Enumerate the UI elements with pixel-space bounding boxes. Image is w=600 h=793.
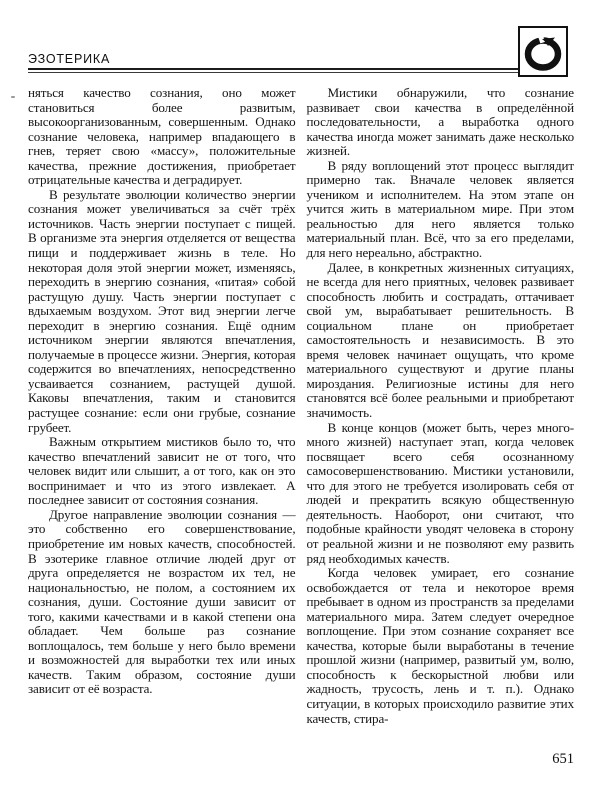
paragraph: Когда человек умирает, его сознание освобождается от тела и некоторое время пребывает в одном из пространств за пределами материального мира. Затем следует очередное воплощение. При этом сознание сохраняет все качества, которые были выработаны в течение прошлой жизни (например, развитый ум, волю, способность к бескорыстной любви или жадность, трусость, лень и т. п.). Однако ситуации, в которых происходило развитие этих качеств, стира- [306,565,574,726]
paragraph: Другое направление эволюции сознания — это собственно его совершенствование, приобретение им новых качеств, способностей. В эзотерике главное отличие людей друг от друга определяется не возрастом их тел, не национальностью, не полом, а состоянием их сознания, души. Состояние души зависит от того, какими качествами и в какой степени она обладает. Чем больше раз сознание воплощалось, тем больше у него было времени и возможностей для выработки тех или иных качеств. Таким образом, состояние души зависит от её возраста. [28,506,296,697]
header-rule [28,68,518,73]
paragraph: В результате эволюции количество энергии сознания может увеличиваться за счёт трёх источников. Часть энергии поступает с пищей. В организме эта энергия отделяется от вещества пищи и поддерживает жизнь в теле. Но некоторая доля этой энергии может, изменяясь, переходить в энергию сознания, «питая» собой растущую душу. Часть энергии поступает с вдыхаемым воздухом. Этот вид энергии легче переходит в энергию сознания. Ещё одним источником энергии являются впечатления, получаемые в процессе жизни. Энергия, которая содержится во впечатлениях, непосредственно усваивается сознанием, растущей душой. Каковы впечатления, таким и становится растущее сознание: если они грубые, сознание грубеет. [28,186,296,435]
text-columns [28,86,574,726]
page-number: 651 [552,751,574,767]
left-column [28,86,296,726]
scan-artifact-speck [11,96,15,98]
right-column [307,86,575,726]
paragraph: няться качество сознания, оно может становиться более развитым, высокоорганизованным, совершенным. Однако сознание человека, например впадающего в гнев, теряет свою «массу», положительные качества, прежние достижения, приобретает отрицательные качества и деградирует. [28,85,296,188]
paragraph: Мистики обнаружили, что сознание развивает свои качества в определённой последовательности, а выработка одного качества иногда может занимать даже несколько жизней. [306,85,574,159]
paragraph: Важным открытием мистиков было то, что качество впечатлений зависит не от того, что человек видит или слышит, а от того, как он это воспринимает и что из этого извлекает. А последнее зависит от состояния сознания. [28,434,296,508]
ouroboros-logo-icon [518,26,568,77]
paragraph: В конце концов (может быть, через много-много жизней) наступает этап, когда человек посвящает всего себя осознанному самосовершенствованию. Мистики установили, что для этого не требуется изолировать себя от людей и прекратить всякую общественную деятельность. Наоборот, они считают, что подобные крайности уводят человека в сторону от реальной жизни и не позволяют ему развить ряд необходимых качеств. [306,419,574,566]
paragraph: В ряду воплощений этот процесс выглядит примерно так. Вначале человек является учеником и исполнителем. На этом этапе он учится жить в материальном мире. При этом реальностью для него является только материальный план. Всё, что за его пределами, для него нереально, абстрактно. [306,157,574,261]
running-head-title: ЭЗОТЕРИКА [28,52,111,66]
paragraph: Далее, в конкретных жизненных ситуациях, не всегда для него приятных, человек развивает способность любить и сострадать, оттачивает свой ум, вырабатывает решительность. В социальном плане он приобретает самостоятельность и независимость. В это время человек начинает ощущать, что кроме материального существуют и другие планы мироздания. Религиозные истины для него становятся всё более реальными и приобретают значимость. [306,259,574,421]
